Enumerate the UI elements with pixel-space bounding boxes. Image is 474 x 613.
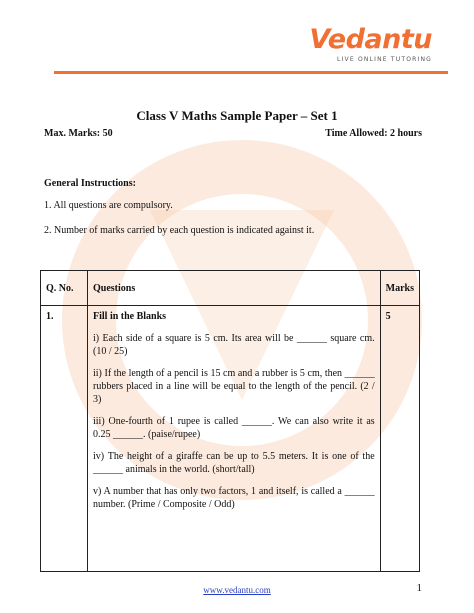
time-allowed: Time Allowed: 2 hours bbox=[325, 128, 422, 139]
question-item: i) Each side of a square is 5 cm. Its area will be ______ square cm. (10 / 25) bbox=[93, 333, 375, 357]
logo-wordmark: Vedantu bbox=[309, 24, 432, 55]
question-item: ii) If the length of a pencil is 15 cm and a rubber is 5 cm, then ______ rubbers placed in a line will be equal to the length of the pencil. (2 / 3) bbox=[93, 368, 375, 405]
table-row bbox=[41, 306, 420, 572]
question-item: iii) One-fourth of 1 rupee is called ______. We can also write it as 0.25 ______. (paise/rupee) bbox=[93, 416, 375, 440]
questions-table bbox=[40, 270, 420, 572]
header-qno: Q. No. bbox=[41, 271, 88, 306]
instruction-item: 1. All questions are compulsory. bbox=[44, 200, 173, 211]
instruction-item: 2. Number of marks carried by each question is indicated against it. bbox=[44, 225, 315, 236]
question-marks: 5 bbox=[380, 306, 419, 572]
instructions-heading: General Instructions: bbox=[44, 178, 136, 189]
question-cell bbox=[88, 306, 381, 572]
logo-tagline: LIVE ONLINE TUTORING bbox=[337, 56, 432, 63]
table-header-row bbox=[41, 271, 420, 306]
question-item: iv) The height of a giraffe can be up to 5.5 meters. It is one of the ______ animals in the world. (short/tall) bbox=[93, 451, 375, 475]
vedantu-logo bbox=[309, 26, 432, 63]
header-divider bbox=[54, 71, 448, 74]
question-number: 1. bbox=[41, 306, 88, 572]
paper-title: Class V Maths Sample Paper – Set 1 bbox=[136, 108, 338, 123]
page-number: 1 bbox=[416, 582, 422, 594]
footer-link[interactable]: www.vedantu.com bbox=[203, 585, 271, 595]
header-marks: Marks bbox=[380, 271, 419, 306]
section-title: Fill in the Blanks bbox=[93, 311, 167, 322]
question-item: v) A number that has only two factors, 1 and itself, is called a ______ number. (Prime / Composite / Odd) bbox=[93, 486, 375, 510]
max-marks: Max. Marks: 50 bbox=[44, 128, 113, 139]
header-questions: Questions bbox=[88, 271, 381, 306]
